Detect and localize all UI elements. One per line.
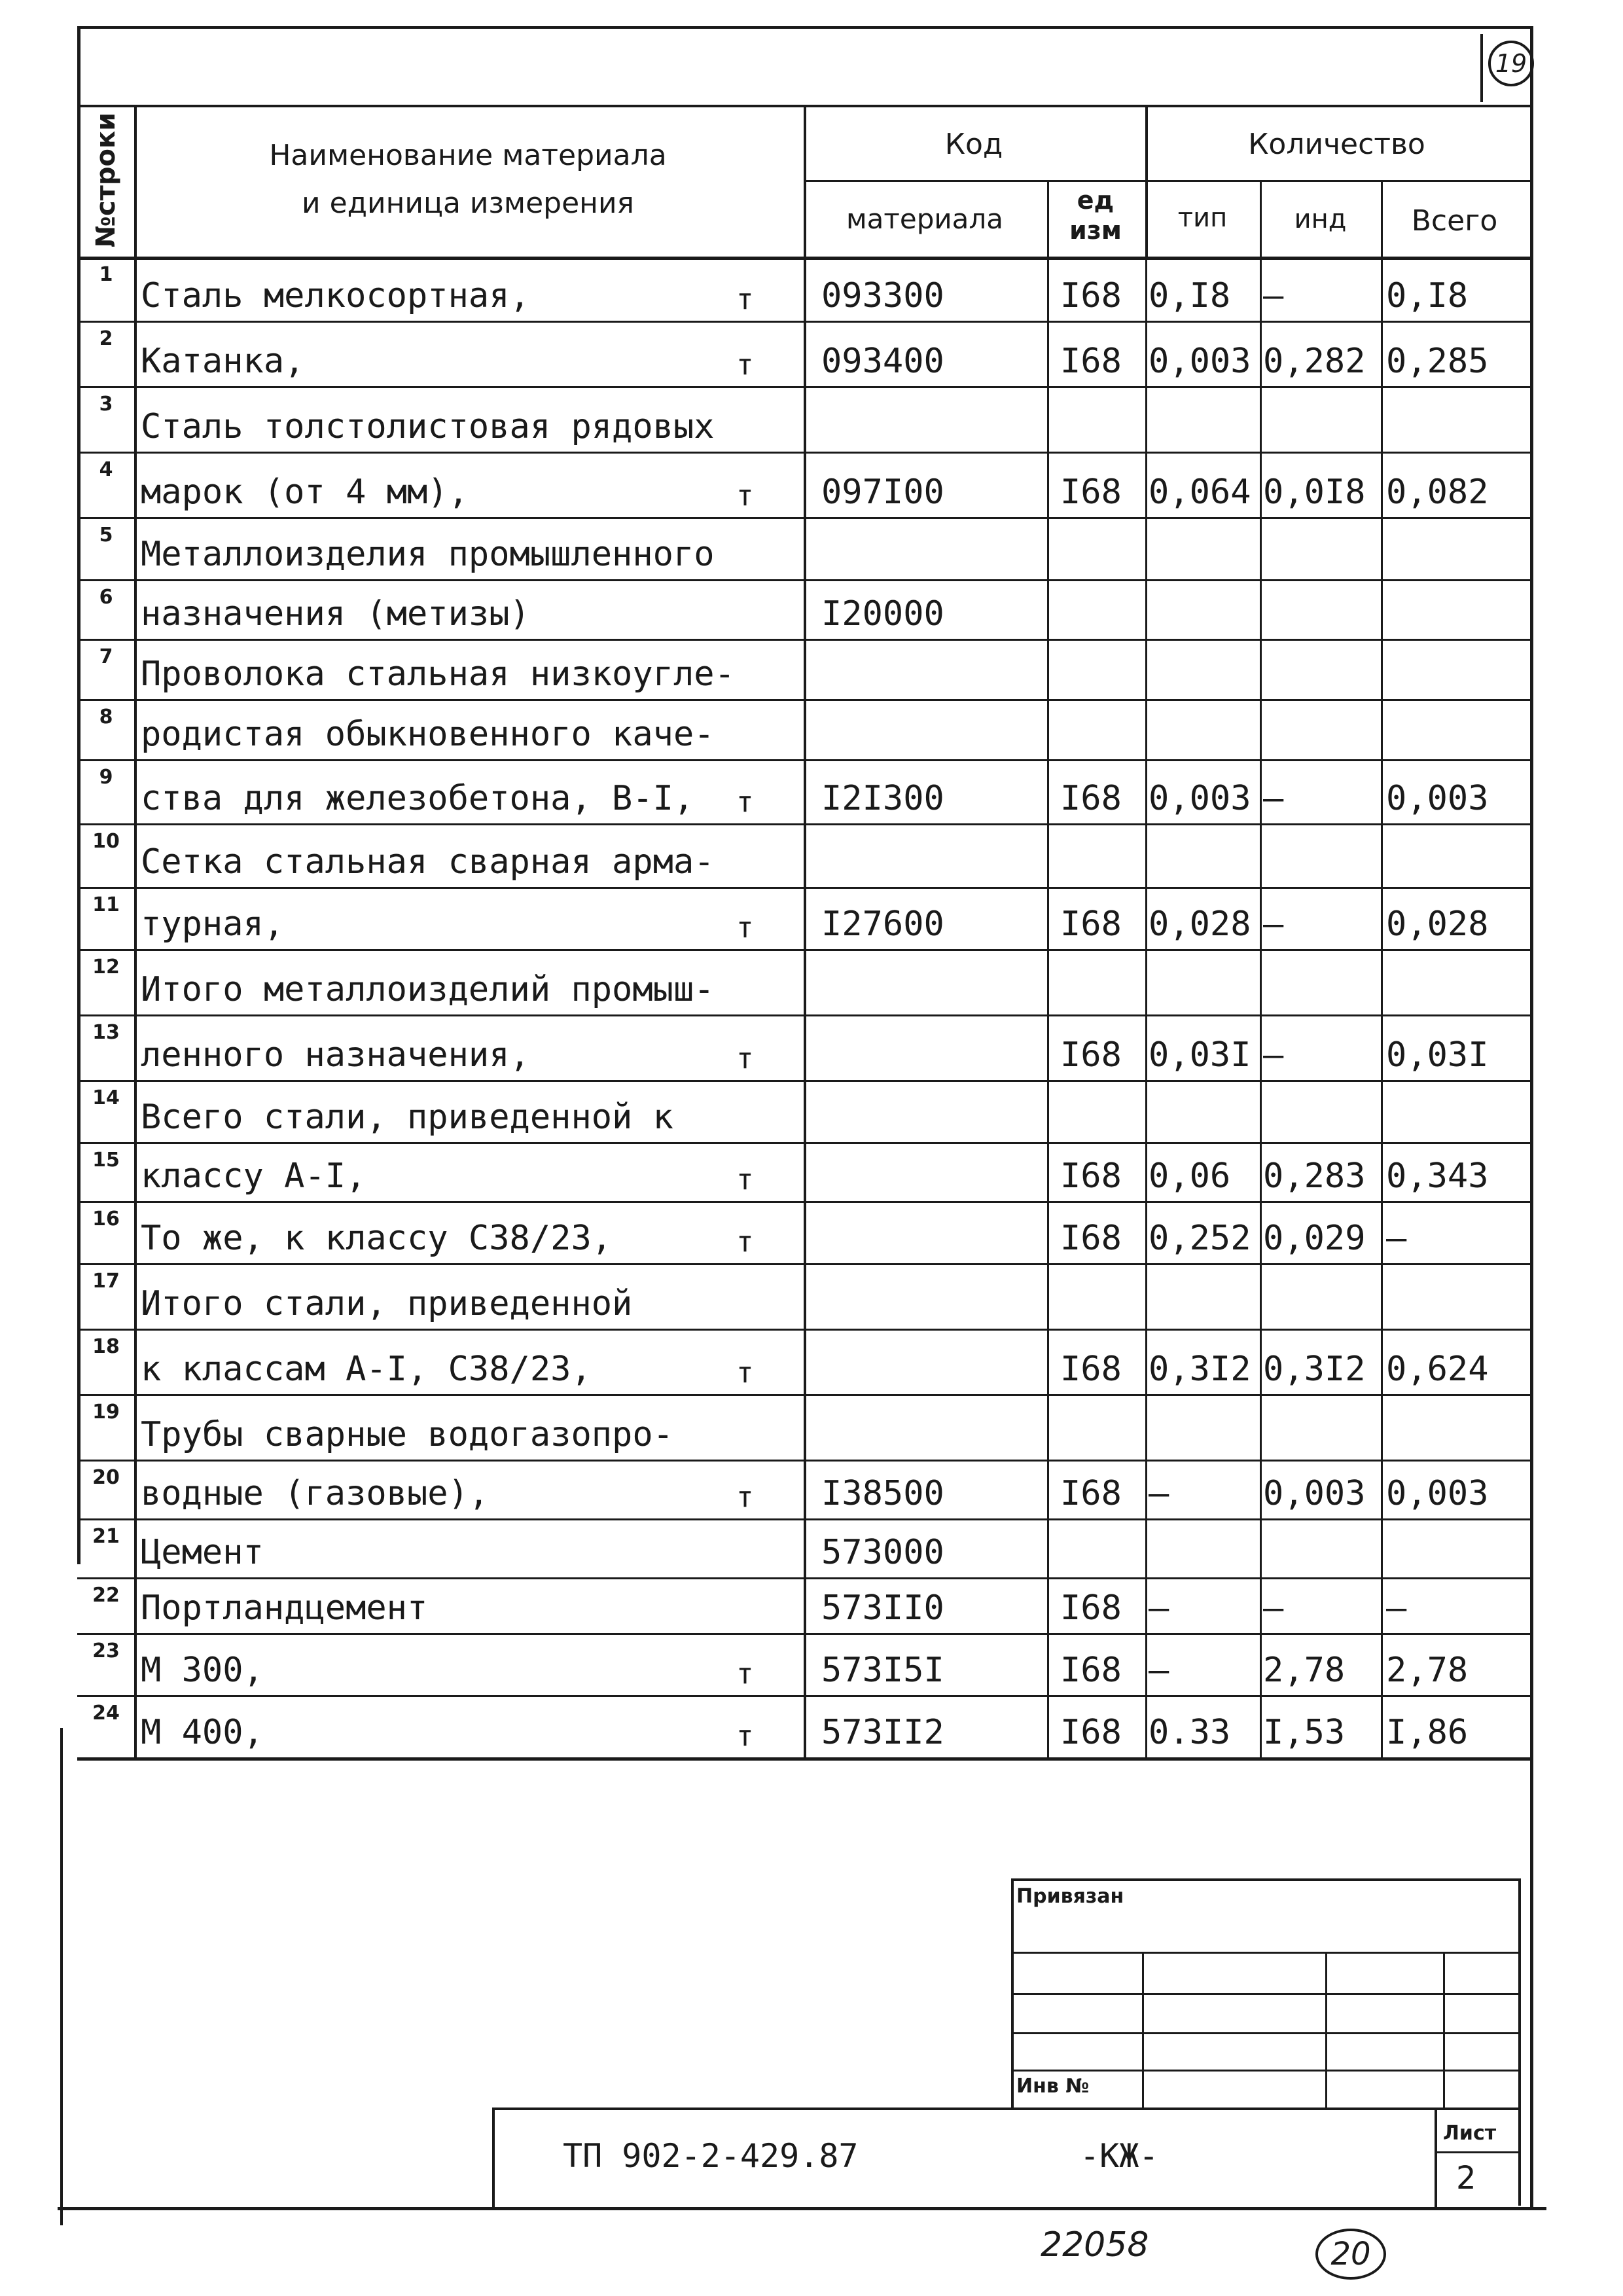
- ind-cell: 0,003: [1263, 1474, 1366, 1513]
- code-cell: 573000: [821, 1533, 944, 1572]
- code-cell: I20000: [821, 594, 944, 634]
- typ-cell: 0,028: [1149, 905, 1251, 944]
- row-number: 11: [92, 893, 120, 916]
- unit-cell: I68: [1060, 1350, 1122, 1389]
- row-number: 22: [92, 1584, 120, 1607]
- col-line-data: [1260, 180, 1262, 1757]
- material-name: Сталь мелкосортная,: [141, 276, 530, 315]
- unit-cell: I68: [1060, 1157, 1122, 1196]
- row-number: 19: [92, 1401, 120, 1424]
- frame-left-line-lower: [60, 1728, 63, 2225]
- total-cell: 0,624: [1386, 1350, 1489, 1389]
- total-cell: 0,343: [1386, 1157, 1489, 1196]
- material-name: Цемент: [141, 1533, 264, 1572]
- code-cell: 573II2: [821, 1713, 944, 1752]
- material-name: Итого стали, приведенной: [141, 1284, 633, 1323]
- unit-cell: I68: [1060, 1651, 1122, 1690]
- code-cell: I38500: [821, 1474, 944, 1513]
- material-name: марок (от 4 мм),: [141, 473, 469, 512]
- document-mark: -КЖ-: [1080, 2137, 1159, 2175]
- unit-of-measure: т: [736, 283, 754, 316]
- typ-cell: 0,03I: [1149, 1035, 1251, 1075]
- ind-cell: 0,0I8: [1263, 473, 1366, 512]
- material-name: Всего стали, приведенной к: [141, 1098, 673, 1137]
- unit-of-measure: т: [736, 1657, 754, 1691]
- frame-top-line: [77, 26, 1530, 29]
- ind-cell: 0,282: [1263, 342, 1366, 381]
- row-number: 15: [92, 1149, 120, 1172]
- ind-header: инд: [1294, 204, 1347, 234]
- ind-cell: 0,029: [1263, 1219, 1366, 1258]
- material-name: ленного назначения,: [141, 1035, 530, 1075]
- total-cell: 0,285: [1386, 342, 1489, 381]
- name-header-line1: Наименование материала: [269, 139, 667, 172]
- unit-of-measure: т: [736, 1042, 754, 1075]
- sheet-label: Лист: [1443, 2122, 1497, 2145]
- handwritten-number: 22058: [1041, 2225, 1149, 2265]
- unit-of-measure: т: [736, 1719, 754, 1753]
- row-number: 24: [92, 1702, 120, 1725]
- ind-cell: 2,78: [1263, 1651, 1346, 1690]
- material-name: классу А-I,: [141, 1157, 366, 1196]
- typ-cell: 0,06: [1149, 1157, 1231, 1196]
- row-number: 17: [92, 1270, 120, 1293]
- unit-header-line2: изм: [1069, 216, 1122, 245]
- total-header: Всего: [1411, 204, 1498, 238]
- unit-cell: I68: [1060, 1219, 1122, 1258]
- col-line-name: [804, 105, 806, 1757]
- material-code-header: материала: [846, 203, 1003, 235]
- material-name: Сетка стальная сварная арма-: [141, 842, 715, 882]
- unit-cell: I68: [1060, 905, 1122, 944]
- inventory-number-label: Инв №: [1016, 2075, 1090, 2098]
- ind-cell: –: [1263, 779, 1284, 818]
- privyazan-label: Привязан: [1016, 1885, 1124, 1908]
- row-number-header: №строки: [91, 112, 121, 248]
- total-cell: 0,03I: [1386, 1035, 1489, 1075]
- material-name: М 300,: [141, 1651, 264, 1690]
- col-line-data: [1381, 180, 1383, 1757]
- row-number: 7: [99, 645, 113, 668]
- quantity-group-header: Количество: [1248, 128, 1425, 161]
- code-cell: 093300: [821, 276, 944, 315]
- unit-cell: I68: [1060, 1035, 1122, 1075]
- page-number-badge: [1480, 34, 1533, 102]
- unit-cell: I68: [1060, 779, 1122, 818]
- code-cell: I27600: [821, 905, 944, 944]
- code-cell: 573I5I: [821, 1651, 944, 1690]
- unit-cell: I68: [1060, 276, 1122, 315]
- ind-cell: –: [1263, 905, 1284, 944]
- row-number: 9: [99, 766, 113, 789]
- row-number: 23: [92, 1640, 120, 1662]
- unit-cell: I68: [1060, 1588, 1122, 1628]
- ind-cell: –: [1263, 276, 1284, 315]
- total-cell: 0,082: [1386, 473, 1489, 512]
- total-cell: –: [1386, 1588, 1407, 1628]
- material-name: Проволока стальная низкоугле-: [141, 655, 735, 694]
- unit-cell: I68: [1060, 473, 1122, 512]
- unit-cell: I68: [1060, 342, 1122, 381]
- material-name: к классам А-I, С38/23,: [141, 1350, 592, 1389]
- unit-of-measure: т: [736, 911, 754, 944]
- total-cell: –: [1386, 1219, 1407, 1258]
- total-cell: 0,003: [1386, 1474, 1489, 1513]
- code-cell: 097I00: [821, 473, 944, 512]
- material-name: Итого металлоизделий промыш-: [141, 970, 715, 1009]
- ind-cell: 0,283: [1263, 1157, 1366, 1196]
- material-name: М 400,: [141, 1713, 264, 1752]
- material-name: турная,: [141, 905, 285, 944]
- row-number: 12: [92, 956, 120, 978]
- total-cell: 0,I8: [1386, 276, 1469, 315]
- ind-cell: –: [1263, 1035, 1284, 1075]
- typ-cell: 0,003: [1149, 779, 1251, 818]
- document-code: ТП 902-2-429.87: [563, 2137, 859, 2175]
- typ-cell: 0,3I2: [1149, 1350, 1251, 1389]
- unit-of-measure: т: [736, 479, 754, 512]
- material-name: назначения (метизы): [141, 594, 530, 634]
- row-number: 20: [92, 1466, 120, 1489]
- typ-cell: 0,003: [1149, 342, 1251, 381]
- total-cell: I,86: [1386, 1713, 1469, 1752]
- unit-of-measure: т: [736, 785, 754, 819]
- row-number: 10: [92, 830, 120, 853]
- typ-cell: –: [1149, 1474, 1169, 1513]
- typ-cell: 0,064: [1149, 473, 1251, 512]
- code-cell: I2I300: [821, 779, 944, 818]
- row-number: 18: [92, 1335, 120, 1358]
- row-number: 21: [92, 1525, 120, 1548]
- frame-bottom-line: [58, 2207, 1546, 2210]
- unit-cell: I68: [1060, 1474, 1122, 1513]
- total-cell: 0,003: [1386, 779, 1489, 818]
- sheet-number: 2: [1456, 2160, 1476, 2197]
- row-number: 5: [99, 524, 113, 547]
- row-number: 2: [99, 327, 113, 350]
- ind-cell: –: [1263, 1588, 1284, 1628]
- page-circle-number: 20: [1315, 2229, 1386, 2280]
- row-number: 6: [99, 586, 113, 609]
- material-name: Трубы сварные водогазопро-: [141, 1415, 673, 1454]
- code-cell: 093400: [821, 342, 944, 381]
- name-header-line2: и единица измерения: [301, 187, 635, 220]
- total-cell: 2,78: [1386, 1651, 1469, 1690]
- material-name: Металлоизделия промышленного: [141, 535, 715, 574]
- row-line: [77, 1757, 1530, 1761]
- page-number: 19: [1488, 41, 1534, 86]
- typ-cell: –: [1149, 1651, 1169, 1690]
- material-name: ства для железобетона, В-I,: [141, 779, 694, 818]
- material-name: Катанка,: [141, 342, 305, 381]
- code-group-header: Код: [944, 128, 1003, 161]
- typ-cell: 0,252: [1149, 1219, 1251, 1258]
- unit-of-measure: т: [736, 1480, 754, 1514]
- row-number: 14: [92, 1086, 120, 1109]
- material-name: Портландцемент: [141, 1588, 428, 1628]
- unit-header-line1: ед: [1077, 186, 1115, 215]
- row-number: 1: [99, 263, 113, 286]
- material-name: водные (газовые),: [141, 1474, 490, 1513]
- typ-cell: 0.33: [1149, 1713, 1231, 1752]
- unit-of-measure: т: [736, 1356, 754, 1390]
- unit-of-measure: т: [736, 348, 754, 382]
- row-number: 3: [99, 393, 113, 416]
- ind-cell: 0,3I2: [1263, 1350, 1366, 1389]
- total-cell: 0,028: [1386, 905, 1489, 944]
- row-number: 4: [99, 458, 113, 481]
- row-number: 8: [99, 706, 113, 728]
- unit-cell: I68: [1060, 1713, 1122, 1752]
- ind-cell: I,53: [1263, 1713, 1346, 1752]
- row-number: 13: [92, 1021, 120, 1044]
- material-name: То же, к классу С38/23,: [141, 1219, 613, 1258]
- material-name: родистая обыкновенного каче-: [141, 715, 715, 754]
- col-line-number: [134, 105, 137, 1757]
- col-line-data: [1145, 180, 1147, 1757]
- code-cell: 573II0: [821, 1588, 944, 1628]
- material-name: Сталь толстолистовая рядовых: [141, 407, 715, 446]
- frame-right-line: [1530, 26, 1533, 2209]
- unit-of-measure: т: [736, 1225, 754, 1259]
- typ-cell: –: [1149, 1588, 1169, 1628]
- col-line-data: [1047, 180, 1049, 1757]
- header-mid-line: [804, 180, 1530, 182]
- row-number: 16: [92, 1208, 120, 1230]
- unit-of-measure: т: [736, 1163, 754, 1196]
- typ-cell: 0,I8: [1149, 276, 1231, 315]
- typ-header: тип: [1177, 203, 1228, 233]
